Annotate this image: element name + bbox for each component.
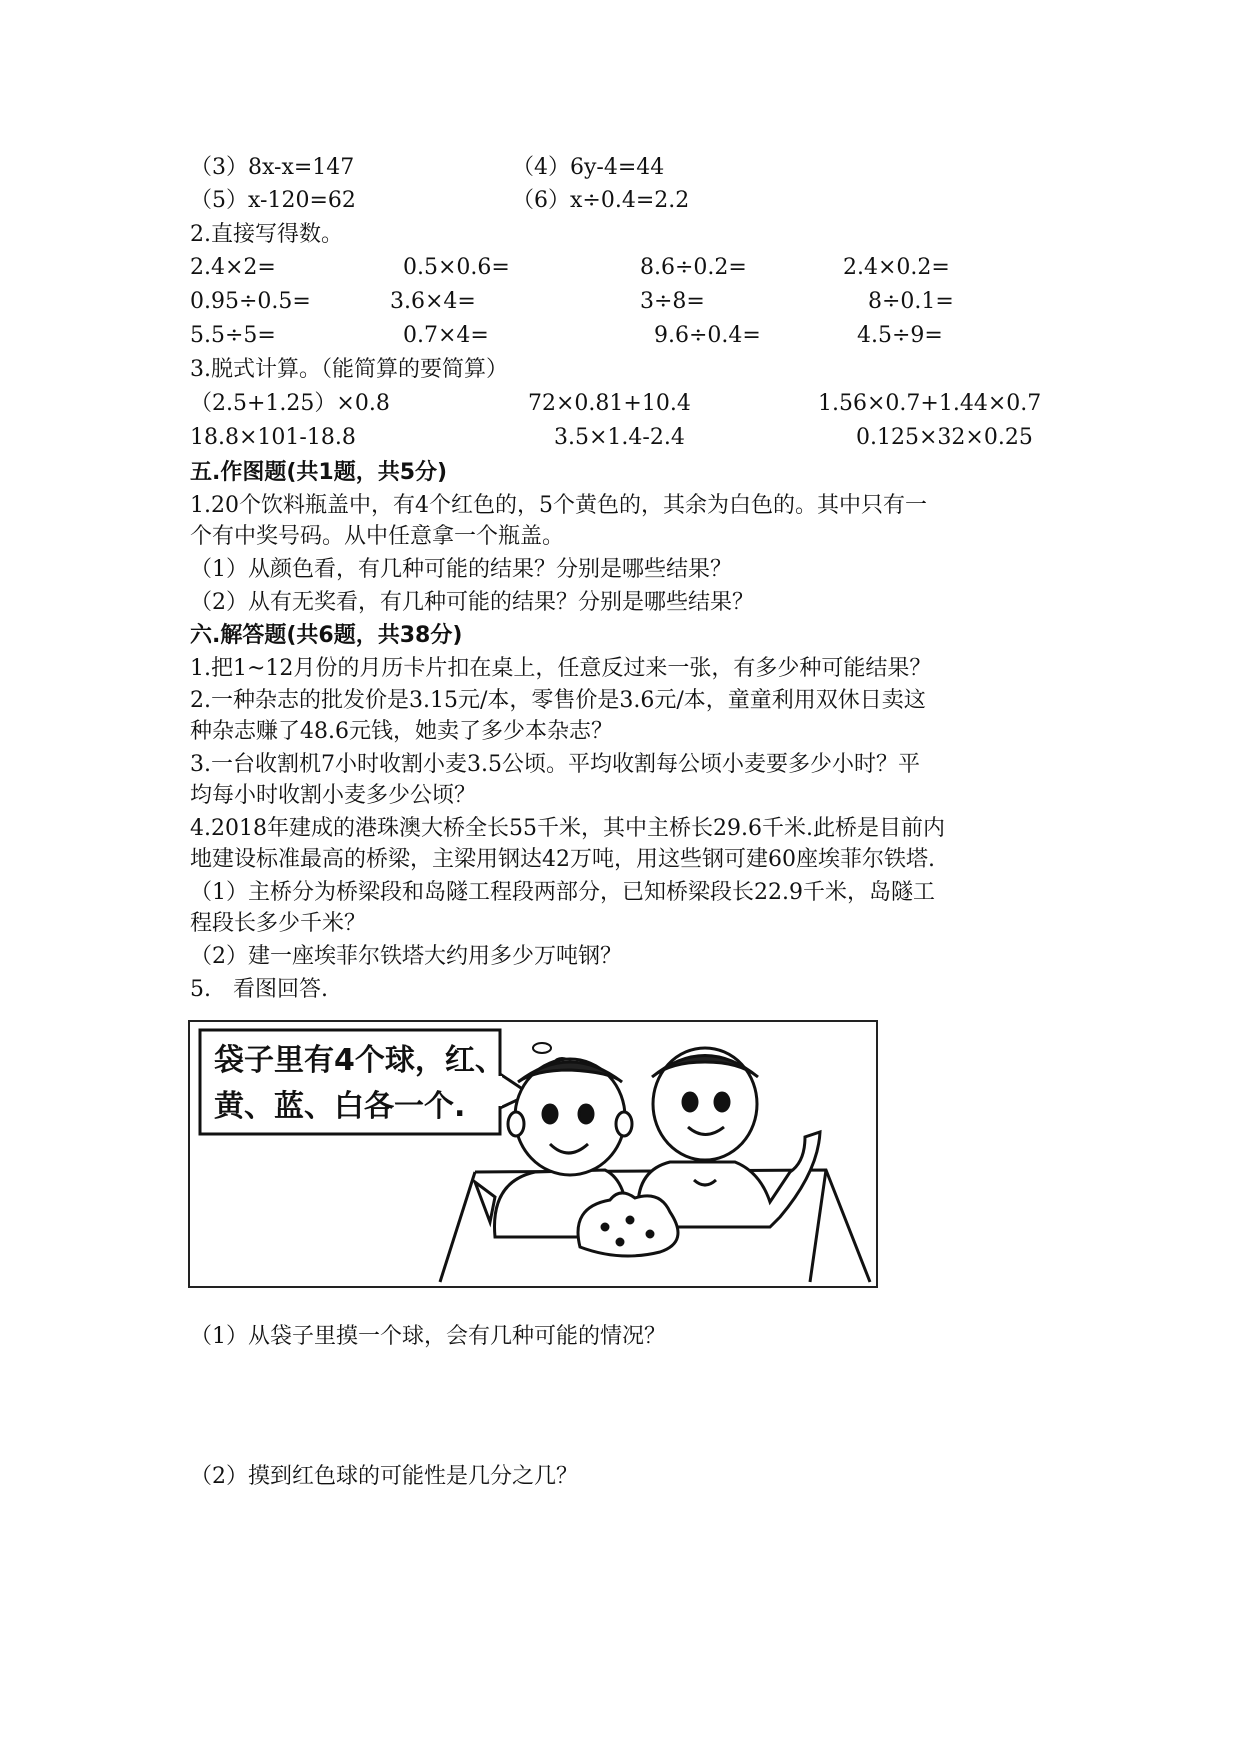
section-6-q5-sub2: （2）摸到红色球的可能性是几分之几？ — [190, 1464, 578, 1489]
q3-item: 18.8×101-18.8 — [190, 425, 356, 450]
speech-bubble — [200, 1030, 530, 1134]
section-6-q2-line: 种杂志赚了48.6元钱，她卖了多少本杂志？ — [190, 719, 613, 744]
q2-item: 8.6÷0.2= — [640, 255, 747, 280]
equation-4: （4）6y-4=44 — [512, 155, 665, 180]
q2-item: 4.5÷9= — [857, 323, 943, 348]
q2-item: 5.5÷5= — [190, 323, 276, 348]
section-6-q4-line: 地建设标准最高的桥梁，主梁用钢达42万吨，用这些钢可建60座埃菲尔铁塔. — [190, 847, 935, 872]
section-6-q4-line: 4.2018年建成的港珠澳大桥全长55千米，其中主桥长29.6千米.此桥是目前内 — [190, 816, 945, 841]
section-5-sub2: （2）从有无奖看，有几种可能的结果？分别是哪些结果？ — [190, 590, 754, 615]
section-6-q4-sub1-line: 程段长多少千米？ — [190, 911, 367, 936]
section-5-sub1: （1）从颜色看，有几种可能的结果？分别是哪些结果？ — [190, 557, 732, 582]
q3-item: （2.5+1.25）×0.8 — [190, 391, 390, 416]
section-6-q1: 1.把1~12月份的月历卡片扣在桌上，任意反过来一张，有多少种可能结果？ — [190, 656, 932, 681]
section-6-q4-sub1-line: （1）主桥分为桥梁段和岛隧工程段两部分，已知桥梁段长22.9千米，岛隧工 — [190, 880, 935, 905]
q3-item: 0.125×32×0.25 — [856, 425, 1033, 450]
cartoon-illustration — [190, 1022, 876, 1286]
boy-right — [638, 1048, 820, 1227]
bubble-text-line1: 袋子里有4个球，红、 — [214, 1043, 505, 1078]
equation-6: （6）x÷0.4=2.2 — [512, 188, 690, 213]
section-5-heading: 五.作图题(共1题，共5分) — [190, 460, 448, 485]
q3-item: 3.5×1.4-2.4 — [554, 425, 685, 450]
section-6-q2-line: 2.一种杂志的批发价是3.15元/本，零售价是3.6元/本，童童利用双休日卖这 — [190, 688, 926, 713]
section-6-q4-sub2: （2）建一座埃菲尔铁塔大约用多少万吨钢？ — [190, 944, 622, 969]
section-6-q5-sub1: （1）从袋子里摸一个球，会有几种可能的情况？ — [190, 1324, 666, 1349]
section-5-q1-line: 个有中奖号码。从中任意拿一个瓶盖。 — [190, 524, 565, 549]
equation-5: （5）x-120=62 — [190, 188, 356, 213]
section-6-q5: 5. 看图回答. — [190, 977, 328, 1002]
q2-item: 3.6×4= — [390, 289, 476, 314]
q2-item: 0.95÷0.5= — [190, 289, 311, 314]
q3-item: 72×0.81+10.4 — [528, 391, 691, 416]
q2-item: 3÷8= — [640, 289, 705, 314]
equation-3: （3）8x-x=147 — [190, 155, 355, 180]
q2-item: 2.4×2= — [190, 255, 276, 280]
section-6-q3-line: 3.一台收割机7小时收割小麦3.5公顷。平均收割每公顷小麦要多少小时？平 — [190, 752, 920, 777]
bubble-text-line2: 黄、蓝、白各一个. — [214, 1089, 466, 1124]
q2-item: 9.6÷0.4= — [654, 323, 761, 348]
q2-item: 0.5×0.6= — [403, 255, 510, 280]
section-6-heading: 六.解答题(共6题，共38分) — [190, 623, 463, 648]
section-5-q1-line: 1.20个饮料瓶盖中，有4个红色的，5个黄色的，其余为白色的。其中只有一 — [190, 493, 927, 518]
section-6-q3-line: 均每小时收割小麦多少公顷？ — [190, 783, 477, 808]
q3-item: 1.56×0.7+1.44×0.7 — [818, 391, 1042, 416]
q2-title: 2.直接写得数。 — [190, 222, 343, 247]
q2-item: 2.4×0.2= — [843, 255, 950, 280]
q2-item: 0.7×4= — [403, 323, 489, 348]
cartoon-figure — [188, 1020, 878, 1288]
q2-item: 8÷0.1= — [868, 289, 954, 314]
q3-title: 3.脱式计算。（能简算的要简算） — [190, 357, 508, 382]
